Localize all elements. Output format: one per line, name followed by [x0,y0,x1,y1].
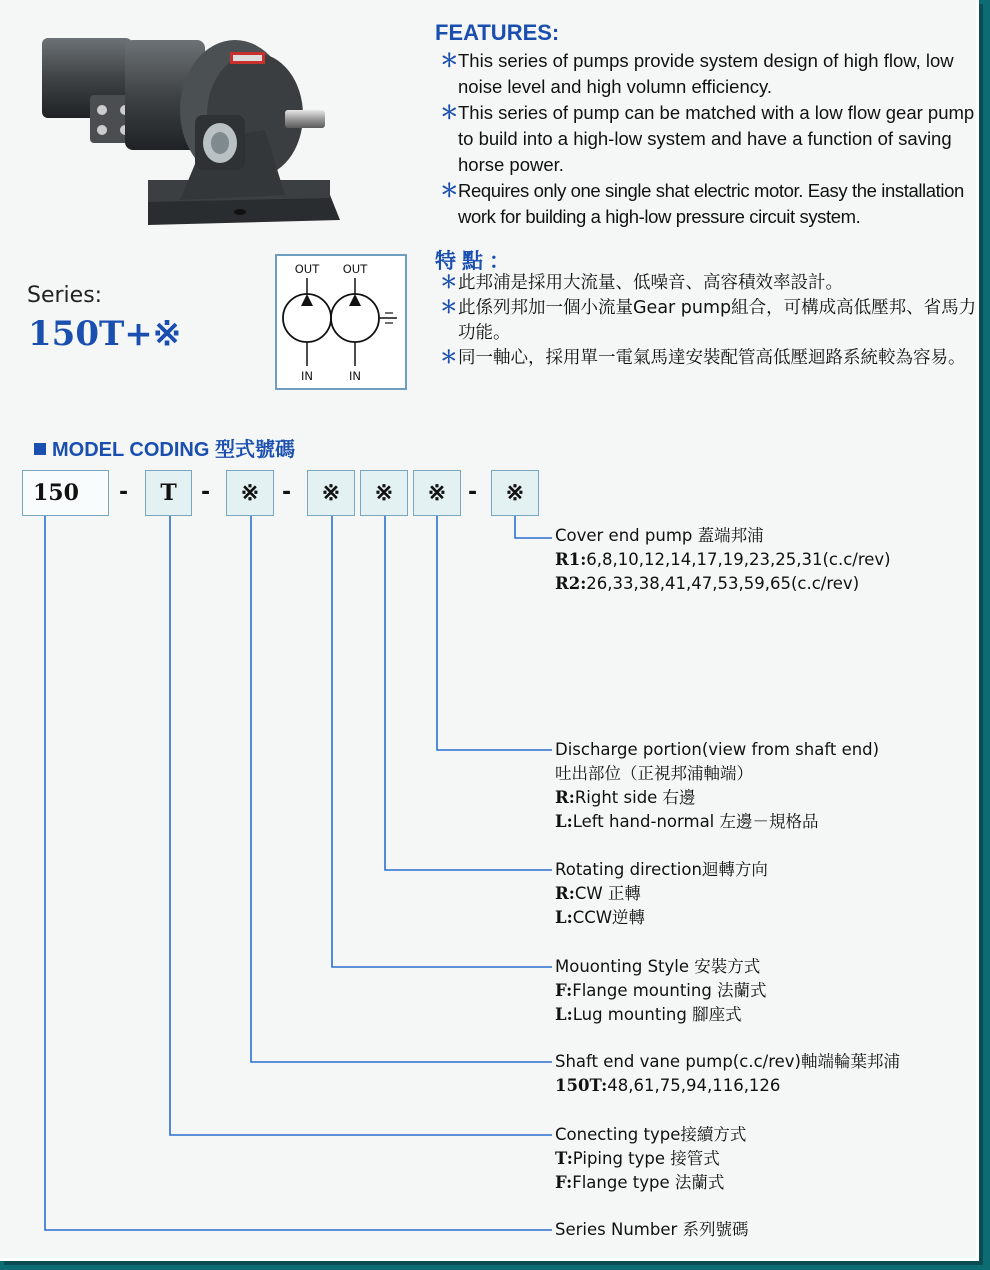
code-box-rotation: ※ [360,470,408,516]
code-box-discharge: ※ [413,470,461,516]
code-dash: - [468,480,478,505]
code-box-shaft-pump: ※ [226,470,274,516]
code-dash: - [282,480,292,505]
code-box-connecting: T [145,470,192,516]
desc-rotating-direction: Rotating direction迴轉方向 R:CW 正轉 L:CCW逆轉 [555,860,768,927]
feature-item: ＊ This series of pumps provide system design of high flow, low noise level and high volumn efficiency. [440,50,954,97]
features-title: FEATURES: [435,20,560,45]
bullet-icon: ＊ [440,298,458,318]
feature-zh-item: ＊ 同一軸心，採用單一電氣馬達安裝配管高低壓迴路系統較為容易。 [440,346,980,371]
in-label-2: IN [349,369,361,383]
code-box-cover-pump: ※ [491,470,539,516]
code-box-series: 150 [22,470,109,516]
feature-item: ＊ This series of pump can be matched with a low flow gear pump to build into a high-low system and have a function of saving horse power. [440,102,975,175]
pump-symbol-diagram [275,254,407,390]
out-label-2: OUT [342,262,368,276]
connector-mounting [332,516,552,967]
series-value: 150T+※ [28,314,182,354]
bullet-icon: ＊ [440,348,458,368]
desc-shaft-end-pump: Shaft end vane pump(c.c/rev)軸端輪葉邦浦 150T:48,61,75,94,116,126 [555,1052,900,1095]
pump-image [30,10,360,250]
bullet-icon: ＊ [440,102,459,123]
desc-discharge-portion: Discharge portion(view from shaft end) 吐出部位（正視邦浦軸端） R:Right side 右邊 L:Left hand-normal 左邊－規格品 [555,740,880,831]
bullet-icon: ＊ [440,180,459,201]
out-label-1: OUT [294,262,320,276]
bullet-icon: ＊ [440,50,459,71]
code-box-mounting: ※ [307,470,355,516]
series-label: Series: [27,283,103,308]
desc-cover-end-pump: Cover end pump 蓋端邦浦 R1:6,8,10,12,14,17,19,23,25,31(c.c/rev) R2:26,33,38,41,47,53,59,65(c.c/rev) [555,526,891,593]
connector-shaft-pump [251,516,552,1062]
feature-zh-item: ＊ 此邦浦是採用大流量、低噪音、高容積效率設計。 [440,271,980,296]
desc-series-number: Series Number 系列號碼 [555,1220,749,1239]
bullet-icon: ＊ [440,273,458,293]
connector-rotation [385,516,552,870]
code-dash: - [119,480,129,505]
desc-connecting-type: Conecting type接續方式 T:Piping type 接管式 F:Flange type 法蘭式 [555,1125,747,1192]
in-label-1: IN [301,369,313,383]
square-bullet-icon [34,443,46,455]
connector-discharge [437,516,552,750]
model-coding-heading: MODEL CODING 型式號碼 [34,433,295,462]
connector-connecting [170,516,552,1135]
feature-item: ＊ Requires only one single shat electric motor. Easy the installation work for building a high-low pressure circuit system. [440,180,964,227]
features-zh-list [440,271,980,371]
connector-cover-pump [515,516,552,538]
connector-series [45,516,552,1230]
features-list [440,48,980,230]
code-dash: - [201,480,211,505]
feature-zh-item: ＊ 此係列邦加一個小流量Gear pump組合，可構成高低壓邦、省馬力功能。 [440,298,977,343]
features-zh-title: 特點： [435,249,516,273]
desc-mounting-style: Mouonting Style 安裝方式 F:Flange mounting 法蘭式 L:Lug mounting 腳座式 [555,957,767,1024]
